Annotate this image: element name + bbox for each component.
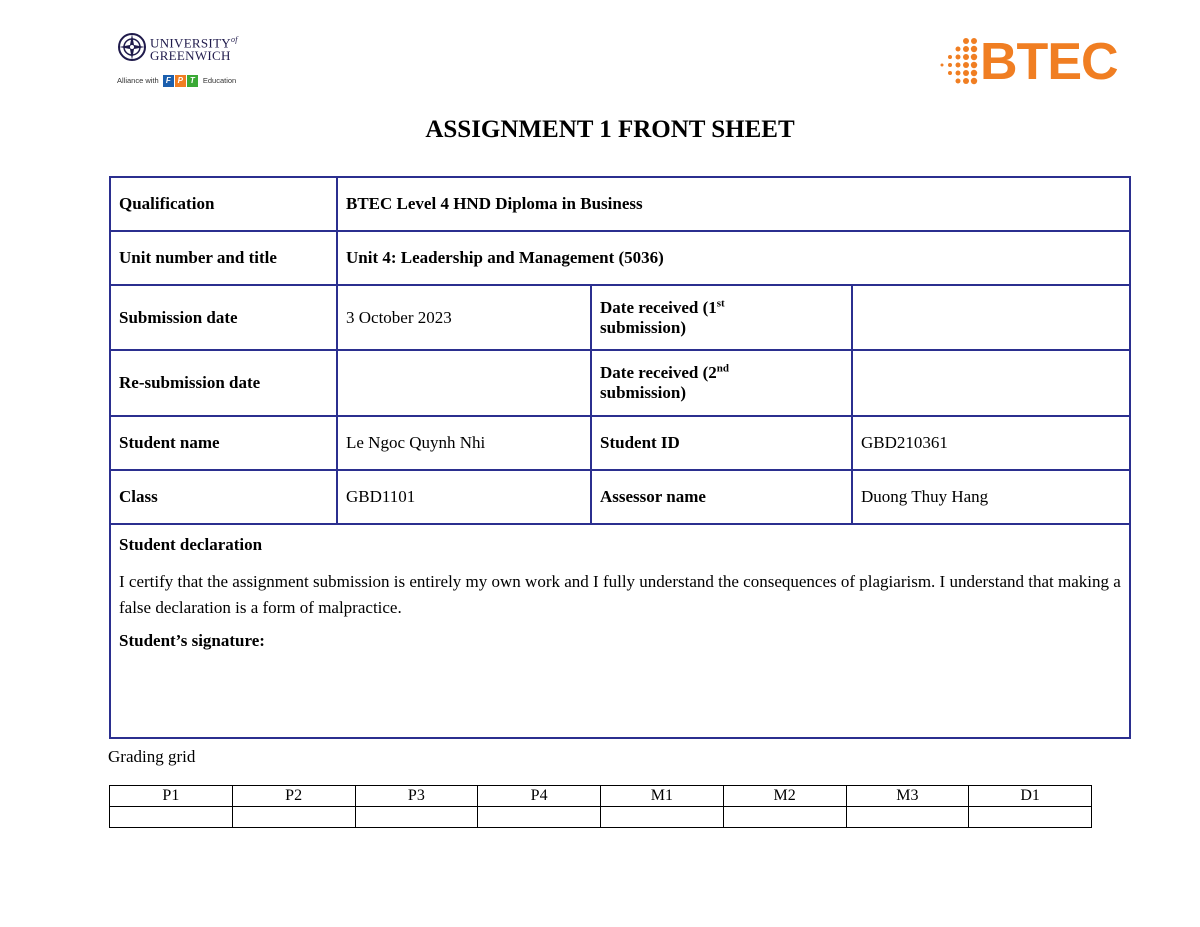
declaration-heading: Student declaration	[119, 535, 263, 554]
date-received-2-label: Date received (2nd submission)	[591, 350, 852, 416]
qualification-label: Qualification	[110, 177, 337, 231]
qualification-value: BTEC Level 4 HND Diploma in Business	[337, 177, 1130, 231]
declaration-row	[110, 524, 1130, 738]
student-id-value: GBD210361	[852, 416, 1130, 470]
declaration-text: I certify that the assignment submission is entirely my own work and I fully understand the consequences of plagiarism. I understand that making a false declaration is a form of malpractice.	[119, 572, 1121, 617]
grade-header: P2	[232, 786, 355, 807]
btec-logo	[936, 32, 1120, 92]
grade-header: M3	[846, 786, 969, 807]
grading-grid-label: Grading grid	[108, 747, 196, 766]
grading-value-row	[110, 807, 1092, 828]
date-received-2-value	[852, 350, 1130, 416]
student-name-value: Le Ngoc Quynh Nhi	[337, 416, 591, 470]
unit-value: Unit 4: Leadership and Management (5036)	[337, 231, 1130, 285]
dot-pattern-icon	[936, 35, 980, 91]
resubmission-date-label: Re-submission date	[110, 350, 337, 416]
grading-header-row	[110, 786, 1092, 807]
alliance-line: Alliance with F P T Education	[117, 75, 237, 85]
grade-cell	[969, 807, 1092, 828]
grade-header: P1	[110, 786, 233, 807]
grade-cell	[232, 807, 355, 828]
grade-cell	[355, 807, 478, 828]
grade-header: D1	[969, 786, 1092, 807]
grade-cell	[110, 807, 233, 828]
class-value: GBD1101	[337, 470, 591, 524]
fpt-logo: F P T	[163, 75, 199, 87]
class-row	[110, 470, 1130, 524]
unit-label: Unit number and title	[110, 231, 337, 285]
assessor-name-value: Duong Thuy Hang	[852, 470, 1130, 524]
student-row	[110, 416, 1130, 470]
grade-cell	[846, 807, 969, 828]
date-received-1-value	[852, 285, 1130, 350]
student-name-label: Student name	[110, 416, 337, 470]
date-received-1-label: Date received (1st submission)	[591, 285, 852, 350]
grade-cell	[478, 807, 601, 828]
resubmission-date-value	[337, 350, 591, 416]
student-declaration	[110, 524, 1130, 738]
signature-label: Student’s signature:	[119, 631, 265, 650]
grading-grid	[109, 785, 1092, 828]
university-of-greenwich-logo	[117, 32, 257, 94]
submission-date-value: 3 October 2023	[337, 285, 591, 350]
grade-header: M2	[723, 786, 846, 807]
page-title: ASSIGNMENT 1 FRONT SHEET	[425, 116, 795, 143]
front-sheet-table	[109, 176, 1131, 739]
resubmission-row	[110, 350, 1130, 416]
unit-row	[110, 231, 1130, 285]
assessor-name-label: Assessor name	[591, 470, 852, 524]
university-name: $UNIVERSITY^{of}$ GREENWICH	[150, 35, 238, 64]
submission-date-label: Submission date	[110, 285, 337, 350]
grade-header: P3	[355, 786, 478, 807]
qualification-row	[110, 177, 1130, 231]
grade-header: P4	[478, 786, 601, 807]
compass-crest-icon	[117, 32, 147, 62]
grade-cell	[723, 807, 846, 828]
grade-cell	[601, 807, 724, 828]
grade-header: M1	[601, 786, 724, 807]
class-label: Class	[110, 470, 337, 524]
submission-row	[110, 285, 1130, 350]
btec-wordmark: BTEC	[980, 33, 1118, 91]
student-id-label: Student ID	[591, 416, 852, 470]
